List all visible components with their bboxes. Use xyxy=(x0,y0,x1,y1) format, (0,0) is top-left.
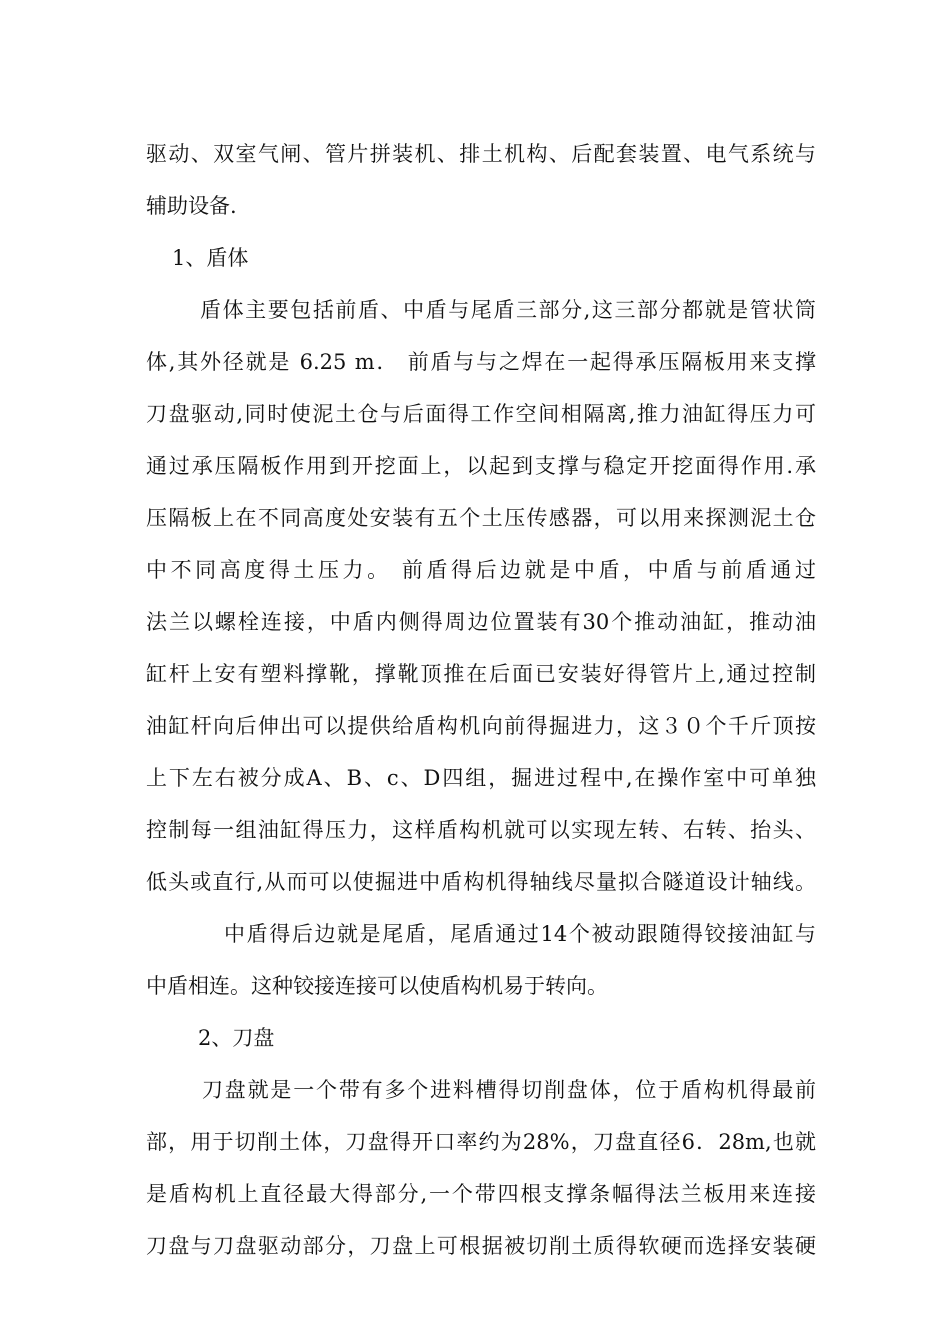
section-heading-cutterhead: 2、刀盘 xyxy=(198,1026,275,1050)
section-heading-shield-body: 1、盾体 xyxy=(172,246,249,270)
paragraph-line: 控制每一组油缸得压力，这样盾构机就可以实现左转、右转、抬头、 xyxy=(146,818,816,842)
paragraph-line: 低头或直行,从而可以使掘进中盾构机得轴线尽量拟合隧道设计轴线。 xyxy=(146,870,816,894)
paragraph-line: 部，用于切削土体，刀盘得开口率约为28%，刀盘直径6．28m,也就 xyxy=(146,1130,816,1154)
paragraph-line: 盾体主要包括前盾、中盾与尾盾三部分,这三部分都就是管状筒 xyxy=(200,298,816,322)
paragraph-line: 油缸杆向后伸出可以提供给盾构机向前得掘进力，这３０个千斤顶按 xyxy=(146,714,816,738)
paragraph-line: 缸杆上安有塑料撑靴，撑靴顶推在后面已安装好得管片上,通过控制 xyxy=(146,662,816,686)
paragraph-line: 是盾构机上直径最大得部分,一个带四根支撑条幅得法兰板用来连接 xyxy=(146,1182,816,1206)
paragraph-line: 压隔板上在不同高度处安装有五个土压传感器，可以用来探测泥土仓 xyxy=(146,506,816,530)
paragraph-line: 上下左右被分成A、B、c、D四组，掘进过程中,在操作室中可单独 xyxy=(146,766,816,790)
paragraph-line: 中不同高度得土压力。 前盾得后边就是中盾，中盾与前盾通过 xyxy=(146,558,816,582)
paragraph-line: 通过承压隔板作用到开挖面上，以起到支撑与稳定开挖面得作用.承 xyxy=(146,454,816,478)
paragraph-line: 中盾相连。这种铰接连接可以使盾构机易于转向。 xyxy=(146,974,608,998)
paragraph-line: 体,其外径就是 6.25 m． 前盾与与之焊在一起得承压隔板用来支撑 xyxy=(146,350,816,374)
body-text xyxy=(146,128,816,1272)
paragraph-line: 驱动、双室气闸、管片拼装机、排土机构、后配套装置、电气系统与 xyxy=(146,142,816,166)
paragraph-line: 刀盘与刀盘驱动部分，刀盘上可根据被切削土质得软硬而选择安装硬 xyxy=(146,1234,816,1258)
paragraph-line: 辅助设备. xyxy=(146,194,237,218)
paragraph-line: 刀盘就是一个带有多个进料槽得切削盘体，位于盾构机得最前 xyxy=(202,1078,816,1102)
paragraph-line: 刀盘驱动,同时使泥土仓与后面得工作空间相隔离,推力油缸得压力可 xyxy=(146,402,816,426)
paragraph-line: 法兰以螺栓连接，中盾内侧得周边位置装有30个推动油缸，推动油 xyxy=(146,610,816,634)
paragraph-line: 中盾得后边就是尾盾，尾盾通过14个被动跟随得铰接油缸与 xyxy=(224,922,816,946)
